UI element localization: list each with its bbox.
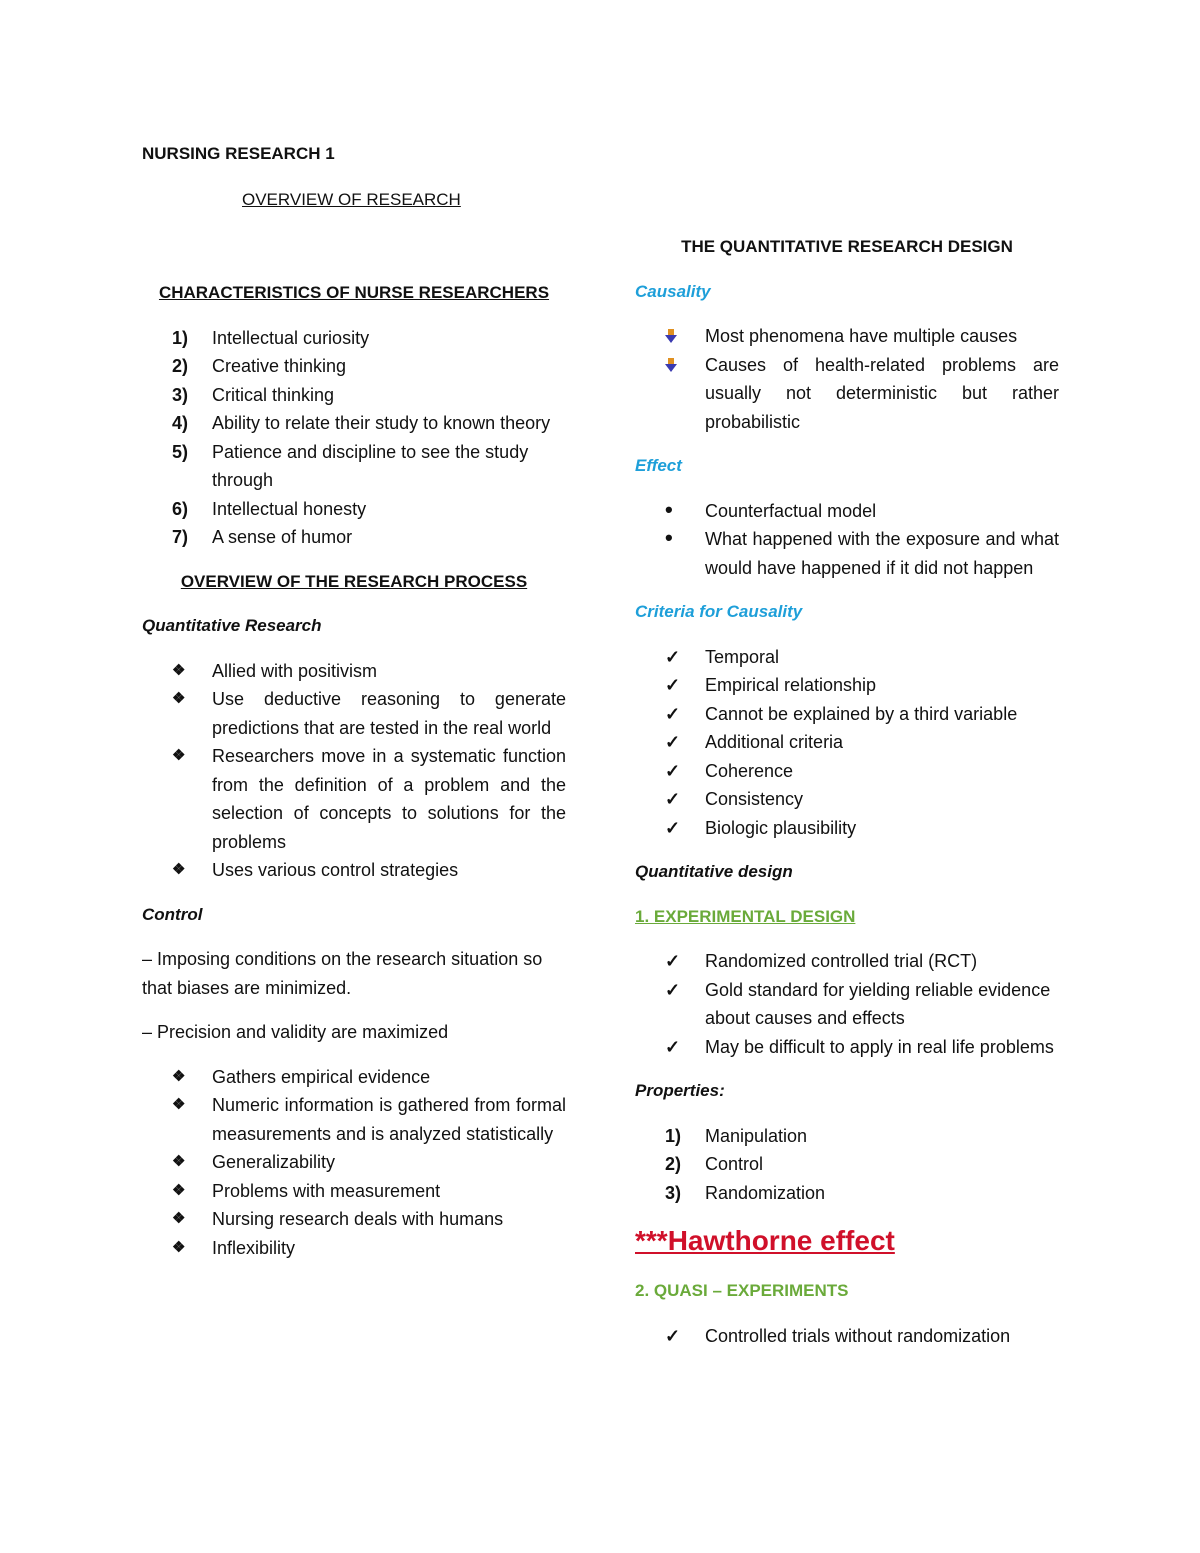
diamond-bullet-icon: ❖ xyxy=(172,747,186,764)
quantitative-design-label: Quantitative design xyxy=(635,862,793,881)
diamond-bullet-icon: ❖ xyxy=(172,1153,186,1170)
list-item xyxy=(635,497,1059,526)
properties-label: Properties: xyxy=(635,1081,725,1100)
diamond-bullet-icon: ❖ xyxy=(172,1238,186,1256)
criteria-list xyxy=(635,643,1059,843)
arrow-down-bullet-icon xyxy=(665,358,677,372)
list-item xyxy=(635,947,1059,976)
round-bullet-icon: • xyxy=(665,525,673,550)
list-item-text: Controlled trials without randomization xyxy=(705,1325,1011,1346)
list-number: 3) xyxy=(172,384,189,405)
list-number: 2) xyxy=(172,356,189,376)
left-column xyxy=(142,279,566,1278)
check-bullet-icon: ✓ xyxy=(665,789,681,809)
list-item-text: Patience and discipline to see the study through xyxy=(212,441,529,490)
list-number: 5) xyxy=(172,441,189,462)
check-bullet-icon: ✓ xyxy=(665,951,681,971)
list-item-text: Intellectual honesty xyxy=(212,498,367,519)
list-item xyxy=(142,1234,566,1263)
list-item-text: Use deductive reasoning to generate predictions that are tested in the real world xyxy=(212,689,566,738)
properties-list xyxy=(635,1122,1059,1208)
list-item-text: Ability to relate their study to known theory xyxy=(212,413,551,433)
quantitative-design-heading: THE QUANTITATIVE RESEARCH DESIGN xyxy=(681,237,1013,256)
list-item xyxy=(142,523,566,552)
list-item xyxy=(142,1205,566,1234)
check-bullet-icon: ✓ xyxy=(665,979,681,1000)
diamond-bullet-icon: ❖ xyxy=(172,1067,186,1085)
list-item xyxy=(142,856,566,885)
list-item-text: Manipulation xyxy=(705,1125,808,1146)
quantitative-research-label: Quantitative Research xyxy=(142,616,322,635)
list-item-text: Temporal xyxy=(705,646,780,667)
list-item-text: Gathers empirical evidence xyxy=(212,1066,431,1087)
list-item xyxy=(635,700,1059,729)
research-process-heading: OVERVIEW OF THE RESEARCH PROCESS xyxy=(180,571,528,591)
list-item xyxy=(635,671,1059,700)
diamond-bullet-icon: ❖ xyxy=(172,861,186,878)
diamond-bullet-icon: ❖ xyxy=(172,1210,186,1227)
list-item-text: Empirical relationship xyxy=(705,675,877,695)
effect-list xyxy=(635,497,1059,583)
list-item-text: Generalizability xyxy=(212,1152,336,1172)
list-item-text: Allied with positivism xyxy=(212,660,378,681)
quasi-experiments-list xyxy=(635,1322,1059,1351)
list-item-text: May be difficult to apply in real life problems xyxy=(705,1036,1054,1057)
list-item xyxy=(635,1179,1059,1208)
list-item xyxy=(635,1122,1059,1151)
list-item-text: Uses various control strategies xyxy=(212,860,459,880)
hawthorne-effect-heading: ***Hawthorne effect xyxy=(635,1225,895,1256)
list-item xyxy=(142,352,566,381)
list-item-text: Control xyxy=(705,1154,764,1174)
check-bullet-icon: ✓ xyxy=(665,817,681,838)
list-item xyxy=(142,685,566,742)
list-number: 6) xyxy=(172,498,189,519)
list-item-text: Coherence xyxy=(705,760,794,781)
list-number: 1) xyxy=(172,327,189,348)
list-item xyxy=(635,1322,1059,1351)
list-item xyxy=(142,381,566,410)
list-item-text: Creative thinking xyxy=(212,356,347,376)
list-item-text: Additional criteria xyxy=(705,732,844,752)
check-bullet-icon: ✓ xyxy=(665,760,681,781)
list-item-text: Critical thinking xyxy=(212,384,335,405)
list-item xyxy=(635,1150,1059,1179)
quasi-experiments-heading: 2. QUASI – EXPERIMENTS xyxy=(635,1281,849,1300)
list-item-text: Cannot be explained by a third variable xyxy=(705,703,1018,724)
list-item-text: Problems with measurement xyxy=(212,1180,441,1201)
list-item-text: Randomization xyxy=(705,1182,826,1203)
list-item-text: A sense of humor xyxy=(212,527,353,547)
list-number: 7) xyxy=(172,527,189,547)
list-item xyxy=(142,1091,566,1148)
characteristics-list xyxy=(142,324,566,552)
control-list xyxy=(142,1063,566,1263)
list-item xyxy=(635,351,1059,437)
list-item xyxy=(635,814,1059,843)
list-item-text: Most phenomena have multiple causes xyxy=(705,326,1018,346)
arrow-down-bullet-icon xyxy=(665,329,677,343)
control-paragraph: – Imposing conditions on the research situation so that biases are minimized. xyxy=(142,949,543,998)
list-item-text: Gold standard for yielding reliable evidence about causes and effects xyxy=(705,979,1051,1028)
characteristics-heading: CHARACTERISTICS OF NURSE RESEARCHERS xyxy=(158,283,550,302)
diamond-bullet-icon: ❖ xyxy=(172,690,186,707)
causality-label: Causality xyxy=(635,281,711,301)
causality-list xyxy=(635,322,1059,436)
list-number: 1) xyxy=(665,1125,682,1146)
list-number: 4) xyxy=(172,413,189,433)
check-bullet-icon: ✓ xyxy=(665,703,681,724)
list-item-text: Nursing research deals with humans xyxy=(212,1209,504,1229)
round-bullet-icon: • xyxy=(665,496,673,522)
check-bullet-icon: ✓ xyxy=(665,1325,681,1346)
list-item xyxy=(635,643,1059,672)
list-item-text: Numeric information is gathered from formal measurements and is analyzed statistically xyxy=(212,1095,566,1144)
list-item xyxy=(635,322,1059,351)
list-number: 3) xyxy=(665,1182,682,1203)
list-item-text: Consistency xyxy=(705,789,804,809)
list-item xyxy=(142,742,566,856)
list-item xyxy=(635,757,1059,786)
document-title: NURSING RESEARCH 1 xyxy=(142,144,335,163)
diamond-bullet-icon: ❖ xyxy=(172,1181,186,1199)
list-item xyxy=(635,976,1059,1033)
list-item xyxy=(142,409,566,438)
list-item xyxy=(142,1063,566,1092)
list-item xyxy=(142,1177,566,1206)
list-item xyxy=(635,785,1059,814)
list-item xyxy=(142,438,566,495)
list-item xyxy=(635,1033,1059,1062)
list-item-text: Biologic plausibility xyxy=(705,817,857,838)
list-item-text: What happened with the exposure and what would have happened if it did not happen xyxy=(705,529,1059,578)
list-item xyxy=(142,495,566,524)
list-item xyxy=(635,728,1059,757)
experimental-design-list xyxy=(635,947,1059,1061)
check-bullet-icon: ✓ xyxy=(665,675,681,695)
list-item xyxy=(142,1148,566,1177)
diamond-bullet-icon: ❖ xyxy=(172,661,186,679)
criteria-label: Criteria for Causality xyxy=(635,602,803,621)
control-label: Control xyxy=(142,904,203,924)
list-item-text: Counterfactual model xyxy=(705,500,877,521)
list-item-text: Causes of health-related problems are usually not deterministic but rather probabilistic xyxy=(705,354,1059,432)
list-item xyxy=(635,525,1059,582)
effect-label: Effect xyxy=(635,456,682,475)
list-item-text: Researchers move in a systematic function from the definition of a problem and the selection of concepts to solutions for the problems xyxy=(212,746,566,852)
check-bullet-icon: ✓ xyxy=(665,1036,681,1057)
quantitative-research-list xyxy=(142,657,566,885)
list-item-text: Randomized controlled trial (RCT) xyxy=(705,951,978,971)
check-bullet-icon: ✓ xyxy=(665,732,681,752)
document-subtitle: OVERVIEW OF RESEARCH xyxy=(242,190,461,209)
list-item-text: Intellectual curiosity xyxy=(212,327,370,348)
list-item xyxy=(142,324,566,353)
check-bullet-icon: ✓ xyxy=(665,646,681,667)
control-paragraph: – Precision and validity are maximized xyxy=(142,1022,449,1042)
experimental-design-heading: 1. EXPERIMENTAL DESIGN xyxy=(635,906,856,926)
right-column xyxy=(635,233,1059,1366)
list-number: 2) xyxy=(665,1154,682,1174)
list-item-text: Inflexibility xyxy=(212,1237,296,1258)
list-item xyxy=(142,657,566,686)
diamond-bullet-icon: ❖ xyxy=(172,1096,186,1113)
